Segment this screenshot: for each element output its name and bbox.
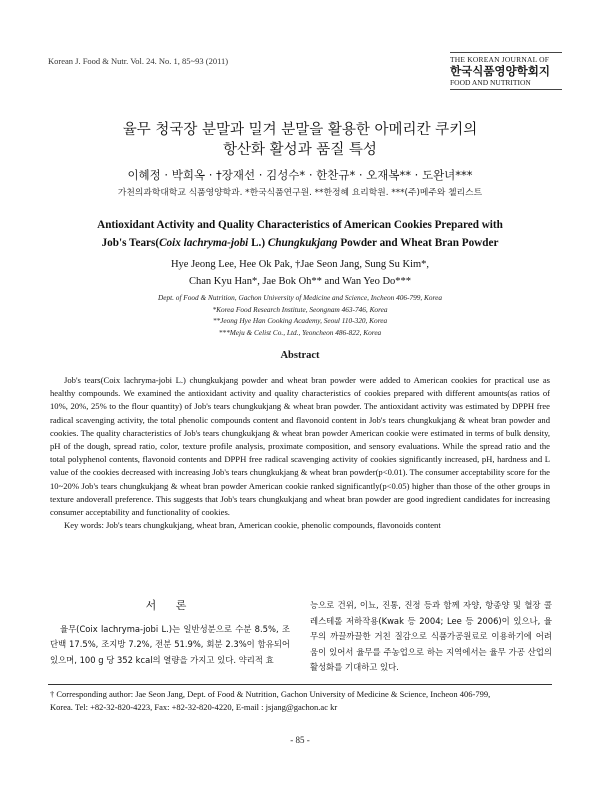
- english-authors: [0, 256, 600, 290]
- title-part: Powder and Wheat Bran Powder: [337, 237, 499, 249]
- english-title-line1: Antioxidant Activity and Quality Characteristics of American Cookies Prepared with: [97, 219, 503, 231]
- affiliation-line: Dept. of Food & Nutrition, Gachon University of Medicine and Science, Incheon 406-799, Korea: [157, 293, 443, 302]
- affiliation-line: **Jeong Hye Han Cooking Academy, Seoul 110-320, Korea: [212, 316, 388, 325]
- citation-line: Korean J. Food & Nutr. Vol. 24. No. 1, 85~93 (2011): [48, 56, 229, 66]
- title-part: L.): [248, 237, 268, 249]
- abstract-section: [50, 374, 550, 532]
- journal-logo: [450, 52, 562, 90]
- journal-name-en-bottom: FOOD AND NUTRITION: [450, 78, 562, 90]
- intro-left-column: [50, 598, 290, 668]
- english-authors-line2: Chan Kyu Han*, Jae Bok Oh** and Wan Yeo Do***: [188, 276, 412, 287]
- english-authors-line1: Hye Jeong Lee, Hee Ok Pak, †Jae Seon Jang, Sung Su Kim*,: [170, 259, 430, 270]
- affiliation-line: *Korea Food Research Institute, Seongnam 463-746, Korea: [212, 304, 388, 314]
- corresponding-author-footnote: [50, 688, 552, 714]
- keywords: Key words: Job's tears chungkukjang, wheat bran, American cookie, phenolic compounds, flavonoids content: [64, 520, 441, 531]
- title-part: Job's Tears(: [101, 237, 160, 249]
- page-number: - 85 -: [290, 735, 310, 745]
- title-species: Coix lachryma-jobi: [159, 237, 249, 249]
- korean-title-line1: 율무 청국장 분말과 밀겨 분말을 활용한 아메리칸 쿠키의: [122, 122, 478, 138]
- korean-title-line2: 항산화 활성과 품질 특성: [223, 142, 377, 158]
- affiliation-line: ***Meju & Celist Co., Ltd., Yeoncheon 486-822, Korea: [218, 327, 382, 337]
- korean-authors: 이혜정 · 박희옥 · †장재선 · 김성수* · 한찬규* · 오재복** · 도완녀***: [127, 168, 473, 182]
- footnote-line2: Korea. Tel: +82-32-820-4223, Fax: +82-32-820-4220, E-mail : jsjang@gachon.ac kr: [50, 702, 338, 712]
- abstract-heading: Abstract: [280, 350, 320, 361]
- footnote-divider: [48, 684, 552, 685]
- english-title: [50, 216, 550, 252]
- abstract-body: Job's tears(Coix lachryma-jobi L.) chungkukjang powder and wheat bran powder were added to American cookies for practical use as healthy compounds. We examined the antioxidant activity and quality characteristics of cookies prepared with different amounts(as ratios of 10%, 20%, 25% to the flour quantity) of Job's tears chungkukjang & wheat bran powder. The antioxidant activity was estimated by DPPH free radical scavenging activity, the total phenolic compounds content and flavonoid content in Job's tears chungkukjang & wheat bran powder and cookies. The quality characteristics of Job's tears chungkukjang & wheat bran powder American cookie were estimated in terms of bulk density, pH of the dough, spread ratio, color, texture profile analysis, proximate composition, and sensory evaluations. While the spread ratio and the total polyphenol contents, flavonoid contents and DPPH free radical scavenging activity of cookies significantly increased, pH, hardness and L value of the cookies decreased with increasing Job's tears chungkukjang & wheat bran powder(p<0.01). The consumer acceptability score for the 10~20% Job's tears chungkukjang & wheat bran powder American cookie ranked significantly(p<0.05) higher than those of the other groups in texture andoverall preference. This suggests that Job's tears chungkukjang and wheat bran powder are good ingredient candidates for increasing consumer acceptability and functionality of cookies.: [50, 375, 550, 518]
- title-chungkukjang: Chungkukjang: [267, 237, 338, 249]
- english-affiliations: [0, 292, 600, 338]
- english-title-line2: [50, 234, 550, 252]
- intro-right-column: 능으로 건위, 이뇨, 진통, 진정 등과 함께 자양, 항종양 및 혈장 콜레스테롤 저하작용(Kwak 등 2004; Lee 등 2006)이 있으나, 율무의 까끌까끌한 거친 질감으로 식품가공원료로 이용하기에 어려움이 있어서 율무를 주농업으로 하는 지역에서는 율무 가공 산업의 활성화를 기대하고 있다.: [310, 600, 552, 672]
- section-heading-introduction: 서 론: [145, 599, 195, 612]
- korean-title: [0, 120, 600, 160]
- footnote-line1: † Corresponding author: Jae Seon Jang, Dept. of Food & Nutrition, Gachon University of Medicine & Science, Incheon 406-799,: [50, 689, 491, 699]
- journal-name-en-top: THE KOREAN JOURNAL OF: [450, 52, 562, 64]
- korean-affiliations: 가천의과학대학교 식품영양학과. *한국식품연구원. **한정혜 요리학원. ***(주)메주와 첼리스트: [117, 188, 483, 198]
- journal-name-kr: 한국식품영양학회지: [450, 64, 550, 78]
- intro-paragraph-left: 율무(Coix lachryma-jobi L.)는 일반성분으로 수분 8.5%, 조단백 17.5%, 조지방 7.2%, 전분 51.9%, 회분 2.3%이 함유되어 있으며, 100 g 당 352 kcal의 열량을 가지고 있다. 약리적 효: [50, 623, 290, 665]
